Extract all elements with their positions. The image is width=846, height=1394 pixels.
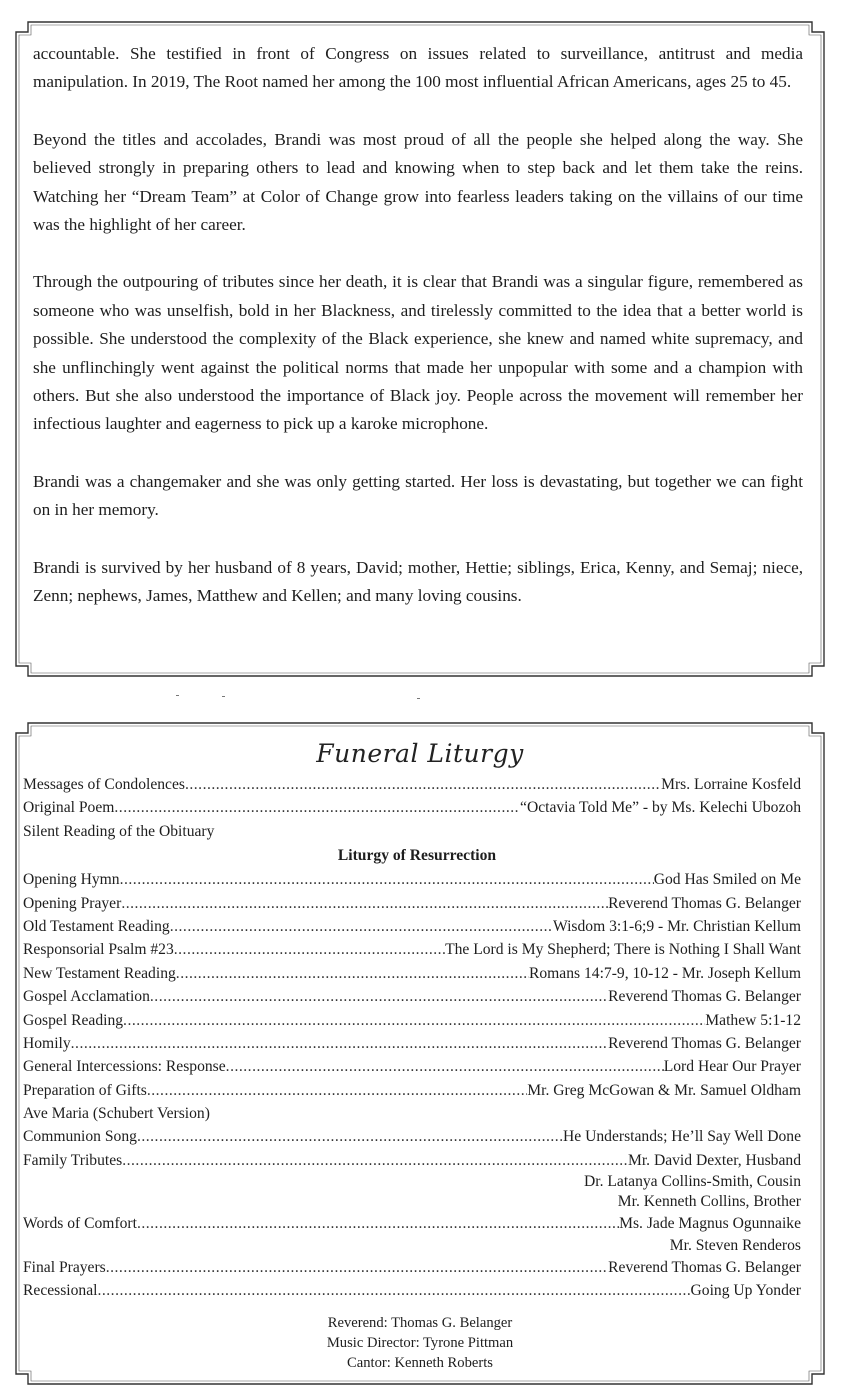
speck	[417, 698, 420, 699]
obituary-paragraph: Brandi is survived by her husband of 8 years, David; mother, Hettie; siblings, Erica, Kenny, and Semaj; niece, Zenn; nephews, James, Matthew and Kellen; and many loving cousins.	[33, 557, 803, 606]
program-item: Homily	[23, 1034, 71, 1052]
program-value: Reverend Thomas G. Belanger	[608, 1034, 801, 1052]
program-item: General Intercessions: Response	[23, 1058, 226, 1076]
program-item: Words of Comfort	[23, 1215, 137, 1233]
speck	[176, 695, 179, 696]
program-row	[23, 1079, 801, 1102]
leader-dots	[120, 868, 654, 891]
program-item: Responsorial Psalm #23	[23, 941, 174, 959]
program-row	[23, 985, 801, 1008]
program-value: Ms. Jade Magnus Ogunnaike	[619, 1215, 801, 1233]
leader-dots	[137, 1212, 619, 1235]
obituary-paragraph: Brandi was a changemaker and she was only getting started. Her loss is devastating, but together we can fight on in her memory.	[33, 471, 803, 520]
program-value: Reverend Thomas G. Belanger	[608, 1258, 801, 1276]
program-value: Mr. Greg McGowan & Mr. Samuel Oldham	[527, 1081, 801, 1099]
leader-dots	[176, 962, 529, 985]
program-value: The Lord is My Shepherd; There is Nothing I Shall Want	[445, 941, 801, 959]
program-value: He Understands; He’ll Say Well Done	[563, 1128, 801, 1146]
credit-music-director: Music Director: Tyrone Pittman	[326, 1335, 514, 1351]
program-row	[23, 773, 801, 796]
program-value: God Has Smiled on Me	[653, 871, 801, 889]
program-value: Reverend Thomas G. Belanger	[608, 894, 801, 912]
program-item: Opening Prayer	[23, 894, 122, 912]
program-item: Gospel Reading	[23, 1011, 124, 1029]
program-row	[23, 1279, 801, 1302]
obituary-paragraph: accountable. She testified in front of Congress on issues related to surveillance, antitrust and media manipulation. In 2019, The Root named her among the 100 most influential African Americans, ages 25 to 45.	[33, 44, 803, 92]
program-value: Mr. David Dexter, Husband	[627, 1151, 801, 1169]
program-value: Lord Hear Our Prayer	[663, 1058, 801, 1076]
credit-reverend: Reverend: Thomas G. Belanger	[327, 1315, 513, 1331]
credits	[14, 1313, 826, 1373]
program-item: Opening Hymn	[23, 871, 120, 889]
program-row	[23, 1149, 801, 1172]
leader-dots	[114, 796, 520, 819]
program-row	[23, 1256, 801, 1279]
program-value: Romans 14:7-9, 10-12 - Mr. Joseph Kellum	[528, 964, 801, 982]
leader-dots	[71, 1032, 609, 1055]
obituary-text	[33, 40, 803, 640]
program-value-continued: Mr. Steven Renderos	[669, 1236, 801, 1254]
obituary-paragraph: Beyond the titles and accolades, Brandi was most proud of all the people she helped along the way. She believed strongly in preparing others to lead and knowing when to step back and let them take the reins. Watching her “Dream Team” at Color of Change grow into fearless leaders taking on the villains of our time was the highlight of her career.	[33, 129, 803, 235]
obituary-paragraph: Through the outpouring of tributes since her death, it is clear that Brandi was a singular figure, remembered as someone who was unselfish, bold in her Blackness, and tirelessly committed to the idea that a better world is possible. She understood the complexity of the Black experience, she knew and named white supremacy, and she unflinchingly went against the political norms that made her unpopular with some and a champion with others. But she also understood the importance of Black joy. People across the movement will remember her infectious laughter and eagerness to pick up a karoke microphone.	[33, 272, 803, 434]
leader-dots	[226, 1055, 664, 1078]
program-row	[23, 1212, 801, 1235]
scan-specks	[0, 690, 846, 710]
program-value-continued: Dr. Latanya Collins-Smith, Cousin	[583, 1173, 801, 1191]
program-item: New Testament Reading	[23, 964, 176, 982]
program-value: Mrs. Lorraine Kosfeld	[661, 776, 801, 793]
program-item: Original Poem	[23, 799, 115, 817]
leader-dots	[150, 985, 608, 1008]
program-row	[23, 938, 801, 961]
program-item: Old Testament Reading	[23, 917, 170, 935]
program-item: Preparation of Gifts	[23, 1081, 147, 1099]
program-item: Messages of Condolences	[23, 776, 185, 793]
leader-dots	[185, 773, 661, 796]
program-row	[23, 892, 801, 915]
program-row	[23, 1009, 801, 1032]
program-value: “Octavia Told Me” - by Ms. Kelechi Ubozoh	[520, 799, 801, 817]
leader-dots	[137, 1125, 563, 1148]
program-item: Family Tributes	[23, 1151, 123, 1169]
leader-dots	[106, 1256, 608, 1279]
program-item: Communion Song	[23, 1128, 137, 1146]
speck	[222, 696, 225, 697]
program-value: Wisdom 3:1-6;9 - Mr. Christian Kellum	[553, 917, 801, 935]
program-row	[23, 1032, 801, 1055]
leader-dots	[174, 938, 445, 961]
program-value: Mathew 5:1-12	[705, 1011, 801, 1029]
leader-dots	[121, 892, 608, 915]
program-row	[23, 796, 801, 819]
program-row	[23, 868, 801, 891]
program-value: Reverend Thomas G. Belanger	[608, 988, 801, 1006]
program-row	[23, 1055, 801, 1078]
leader-dots	[122, 1149, 628, 1172]
program-row: Silent Reading of the Obituary	[23, 822, 215, 840]
program-row	[23, 962, 801, 985]
liturgy-title: Funeral Liturgy	[316, 739, 524, 768]
leader-dots	[97, 1279, 690, 1302]
program-row: Ave Maria (Schubert Version)	[23, 1105, 210, 1123]
program-item: Recessional	[23, 1282, 98, 1300]
leader-dots	[170, 915, 553, 938]
program-value-continued: Mr. Kenneth Collins, Brother	[617, 1193, 801, 1211]
credit-cantor: Cantor: Kenneth Roberts	[347, 1355, 493, 1371]
leader-dots	[123, 1009, 705, 1032]
section-heading: Liturgy of Resurrection	[337, 847, 497, 865]
liturgy-panel	[14, 721, 826, 1386]
program-row	[23, 915, 801, 938]
leader-dots	[147, 1079, 527, 1102]
program-value: Going Up Yonder	[690, 1282, 801, 1300]
program-row	[23, 1125, 801, 1148]
obituary-panel	[14, 20, 826, 678]
program-item: Final Prayers	[23, 1258, 106, 1276]
program-item: Gospel Acclamation	[23, 988, 150, 1006]
liturgy-program	[23, 773, 801, 1302]
